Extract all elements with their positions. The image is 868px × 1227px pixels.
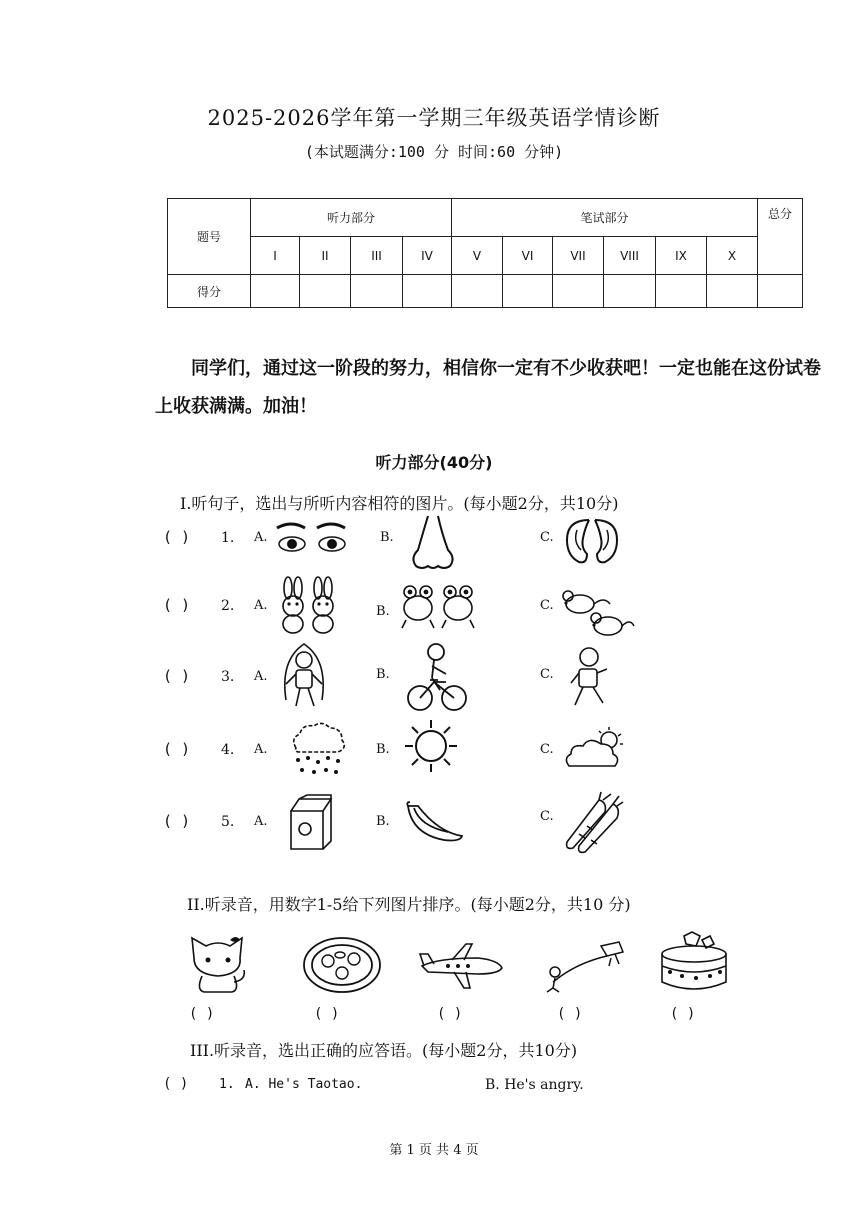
question-number: 1. [221,530,235,546]
milk-carton-icon[interactable] [285,793,335,853]
option-a-text: A. He's Taotao. [245,1077,363,1092]
option-a-label: A. [254,530,268,545]
score-cell[interactable] [351,275,403,308]
bicycle-icon[interactable] [406,640,468,714]
mice-icon[interactable] [560,586,636,640]
writing-header: 笔试部分 [452,199,758,237]
nose-icon[interactable] [408,514,458,572]
answer-bracket[interactable]: ( ) [163,667,191,685]
question-number: 3. [221,669,235,685]
col-viii: VIII [604,237,656,275]
answer-bracket[interactable]: ( ) [163,528,191,546]
option-a-label: A. [254,742,268,757]
answer-blank[interactable]: ( ) [189,1006,215,1022]
option-c-label: C. [540,598,554,613]
option-b-label: B. [380,530,394,545]
bananas-icon[interactable] [404,800,466,848]
option-b-label: B. [376,814,390,829]
col-ix: IX [656,237,707,275]
part2-instruction: II.听录音，用数字1-5给下列图片排序。(每小题2分，共10 分) [187,895,631,914]
page-footer: 第 1 页 共 4 页 [389,1143,479,1158]
option-c-label: C. [540,809,554,824]
part1-instruction: I.听句子，选出与所听内容相符的图片。(每小题2分，共10分) [180,494,619,513]
score-cell[interactable] [300,275,351,308]
answer-bracket[interactable]: ( ) [163,740,191,758]
listening-heading: 听力部分(40分) [375,453,493,472]
ears-icon[interactable] [561,516,623,566]
score-cell[interactable] [403,275,452,308]
intro-text: 同学们，通过这一阶段的努力，相信你一定有不少收获吧！一定也能在这份试卷上收获满满。加油！ [155,358,821,417]
score-cell[interactable] [251,275,300,308]
score-cell[interactable] [553,275,604,308]
option-b-label: B. [376,604,390,619]
option-c-label: C. [540,742,554,757]
pizza-icon[interactable] [302,935,382,995]
score-cell[interactable] [707,275,758,308]
answer-blank[interactable]: ( ) [314,1006,340,1022]
frogs-icon[interactable] [400,584,478,630]
option-b-text: B. He's angry. [485,1077,584,1093]
answer-bracket[interactable]: ( ) [163,596,191,614]
col-ii: II [300,237,351,275]
question-number: 5. [221,814,235,830]
col-v: V [452,237,503,275]
page-subtitle: (本试题满分:100 分 时间:60 分钟) [304,143,564,161]
col-vii: VII [553,237,604,275]
question-number: 1. [219,1077,235,1092]
option-b-label: B. [376,742,390,757]
cake-icon[interactable] [656,930,732,996]
running-boy-icon[interactable] [567,645,613,713]
airplane-icon[interactable] [418,938,506,992]
score-table [167,198,803,308]
score-label: 得分 [168,275,251,308]
part3-instruction: III.听录音，选出正确的应答语。(每小题2分，共10分) [190,1041,578,1060]
question-number: 2. [221,598,235,614]
col-iii: III [351,237,403,275]
answer-blank[interactable]: ( ) [557,1006,583,1022]
carrots-icon[interactable] [559,790,625,854]
col-x: X [707,237,758,275]
rabbits-icon[interactable] [279,576,341,636]
sun-icon[interactable] [403,718,459,774]
option-a-label: A. [254,598,268,613]
option-c-label: C. [540,530,554,545]
col-vi: VI [503,237,553,275]
answer-bracket[interactable]: ( ) [163,1076,189,1092]
col-iv: IV [403,237,452,275]
score-cell[interactable] [656,275,707,308]
score-cell[interactable] [503,275,553,308]
option-a-label: A. [254,669,268,684]
answer-blank[interactable]: ( ) [670,1006,696,1022]
total-header: 总分 [758,199,803,275]
option-a-label: A. [254,814,268,829]
answer-blank[interactable]: ( ) [437,1006,463,1022]
score-cell[interactable] [452,275,503,308]
kitten-icon[interactable] [186,930,250,996]
cloudy-icon[interactable] [563,726,629,776]
score-cell[interactable] [604,275,656,308]
option-c-label: C. [540,667,554,682]
question-number: 4. [221,742,235,758]
row-label: 题号 [168,199,251,275]
eyes-icon[interactable] [273,518,353,558]
answer-bracket[interactable]: ( ) [163,812,191,830]
page-title: 2025-2026学年第一学期三年级英语学情诊断 [207,106,661,130]
col-i: I [251,237,300,275]
option-b-label: B. [376,667,390,682]
jump-rope-icon[interactable] [276,640,334,714]
score-cell-total[interactable] [758,275,803,308]
listening-header: 听力部分 [251,199,452,237]
kite-icon[interactable] [541,938,629,994]
rainy-cloud-icon[interactable] [288,720,350,778]
